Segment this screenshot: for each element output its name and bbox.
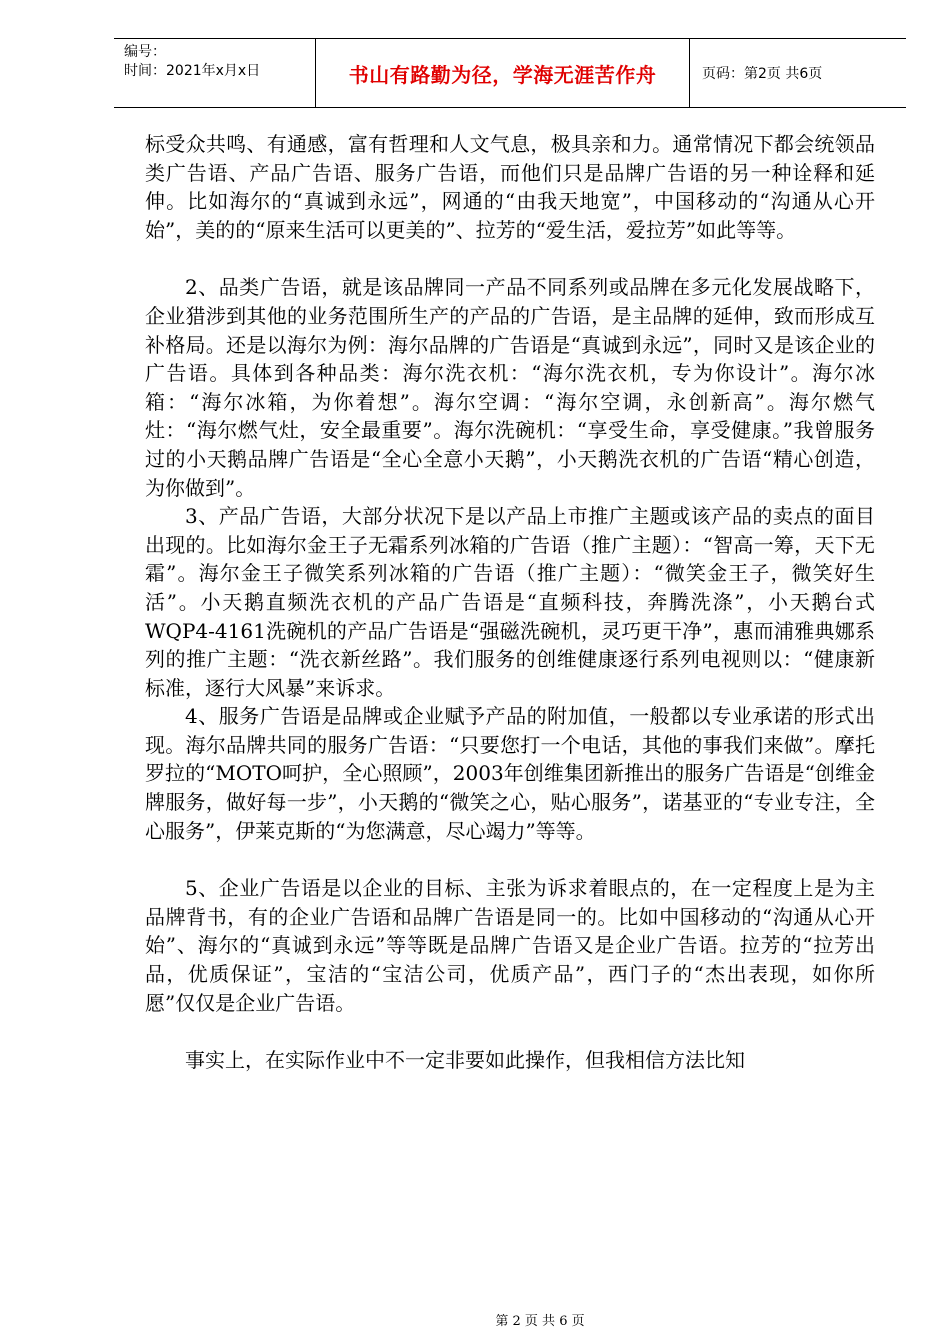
page-header: [114, 38, 906, 108]
paragraph-continuation: 标受众共鸣、有通感，富有哲理和人文气息，极具亲和力。通常情况下都会统领品类广告语、产品广告语、服务广告语，而他们只是品牌广告语的另一种诠释和延伸。比如海尔的“真诚到永远”，网通的“由我天地宽”，中国移动的“沟通从心开始”，美的的“原来生活可以更美的”、拉芳的“爱生活，爱拉芳”如此等等。: [145, 132, 875, 242]
page-footer: 第 2 页 共 6 页: [495, 1314, 585, 1329]
header-meta-cell: [114, 39, 316, 107]
document-body: [145, 130, 875, 1075]
header-time-label: 时间：2021年x月x日: [124, 63, 261, 79]
header-page-info: 页码：第2页 共6页: [702, 66, 823, 82]
paragraph-corporate-slogan: 5、企业广告语是以企业的目标、主张为诉求着眼点的，在一定程度上是为主品牌背书，有的企业广告语和品牌广告语是同一的。比如中国移动的“沟通从心开始”、海尔的“真诚到永远”等等既是品牌广告语又是企业广告语。拉芳的“拉芳出品，优质保证”，宝洁的“宝洁公司，优质产品”，西门子的“杰出表现，如你所愿”仅仅是企业广告语。: [145, 876, 875, 1015]
paragraph-product-slogan: 3、产品广告语，大部分状况下是以产品上市推广主题或该产品的卖点的面目出现的。比如海尔金王子无霜系列冰箱的广告语（推广主题）：“智高一筹，天下无霜”。海尔金王子微笑系列冰箱的广告语（推广主题）：“微笑金王子，微笑好生活”。小天鹅直频洗衣机的产品广告语是“直频科技，奔腾洗涤”，小天鹅台式WQP4-4161洗碗机的产品广告语是“强磁洗碗机，灵巧更干净”，惠而浦雅典娜系列的推广主题：“洗衣新丝路”。我们服务的创维健康逐行系列电视则以：“健康新标准，逐行大风暴”来诉求。: [145, 504, 875, 700]
header-number-label: 编号：: [124, 44, 166, 60]
paragraph-service-slogan: 4、服务广告语是品牌或企业赋予产品的附加值，一般都以专业承诺的形式出现。海尔品牌共同的服务广告语：“只要您打一个电话，其他的事我们来做”。摩托罗拉的“MOTO呵护，全心照顾”，2003年创维集团新推出的服务广告语是“创维金牌服务，做好每一步”，小天鹅的“微笑之心，贴心服务”，诺基亚的“专业专注，全心服务”，伊莱克斯的“为您满意，尽心竭力”等等。: [145, 704, 875, 843]
paragraph-category-slogan: 2、品类广告语，就是该品牌同一产品不同系列或品牌在多元化发展战略下，企业猎涉到其他的业务范围所生产的产品的广告语，是主品牌的延伸，致而形成互补格局。还是以海尔为例：海尔品牌的广告语是“真诚到永远”，同时又是该企业的广告语。具体到各种品类：海尔洗衣机：“海尔洗衣机，专为你设计”。海尔冰箱：“海尔冰箱，为你着想”。海尔空调：“海尔空调，永创新高”。海尔燃气灶：“海尔燃气灶，安全最重要”。海尔洗碗机：“享受生命，享受健康。”我曾服务过的小天鹅品牌广告语是“全心全意小天鹅”，小天鹅洗衣机的广告语“精心创造，为你做到”。: [145, 275, 875, 500]
paragraph-conclusion: 事实上，在实际作业中不一定非要如此操作，但我相信方法比知: [185, 1048, 745, 1073]
header-motto: 书山有路勤为径，学海无涯苦作舟: [316, 39, 690, 107]
